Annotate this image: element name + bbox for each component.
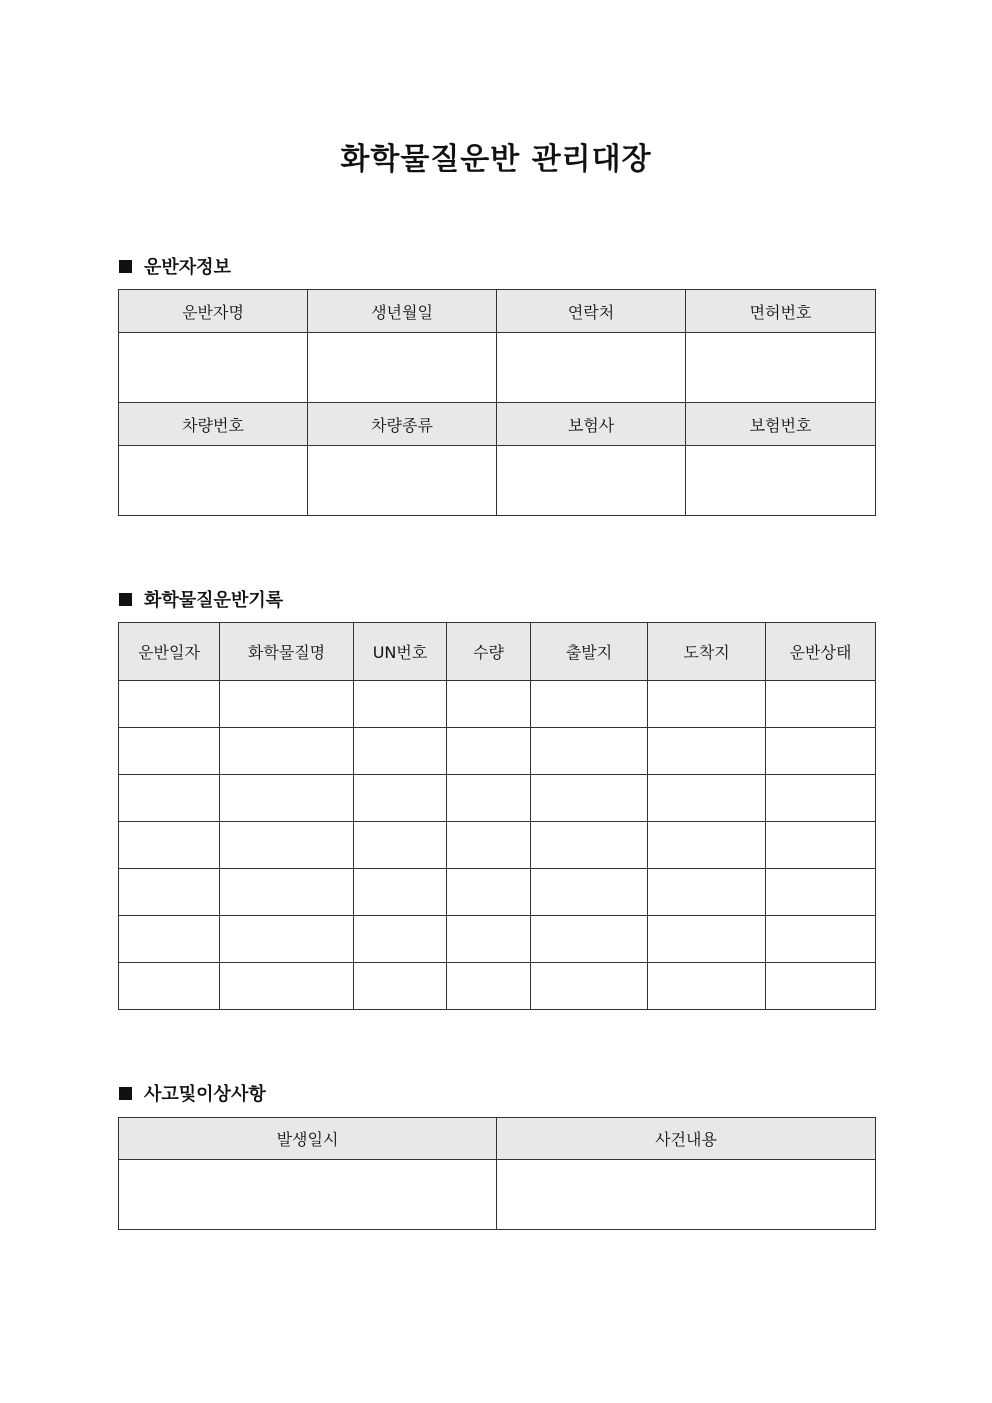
cell-quantity[interactable] xyxy=(447,869,531,916)
header-contact: 연락처 xyxy=(497,290,686,333)
cell-destination[interactable] xyxy=(648,916,766,963)
cell-quantity[interactable] xyxy=(447,775,531,822)
cell-destination[interactable] xyxy=(648,681,766,728)
table-row xyxy=(119,681,876,728)
cell-chemical-name[interactable] xyxy=(220,681,354,728)
header-origin: 출발지 xyxy=(531,623,648,681)
table-row xyxy=(119,916,876,963)
header-chemical-name: 화학물질명 xyxy=(220,623,354,681)
header-license-number: 면허번호 xyxy=(686,290,876,333)
cell-chemical-name[interactable] xyxy=(220,963,354,1010)
cell-transport-date[interactable] xyxy=(119,775,220,822)
cell-transport-date[interactable] xyxy=(119,916,220,963)
record-header-row xyxy=(119,623,876,681)
input-driver-name[interactable] xyxy=(119,333,308,403)
cell-destination[interactable] xyxy=(648,869,766,916)
cell-transport-date[interactable] xyxy=(119,869,220,916)
driver-section-title: 운반자정보 xyxy=(144,257,231,278)
cell-origin[interactable] xyxy=(531,681,648,728)
table-row xyxy=(119,869,876,916)
incident-section-heading xyxy=(119,1080,266,1106)
cell-destination[interactable] xyxy=(648,728,766,775)
square-bullet-icon xyxy=(119,593,132,606)
cell-un-number[interactable] xyxy=(354,728,447,775)
record-section-title: 화학물질운반기록 xyxy=(144,590,284,611)
header-transport-date: 운반일자 xyxy=(119,623,220,681)
input-license-number[interactable] xyxy=(686,333,876,403)
cell-destination[interactable] xyxy=(648,822,766,869)
driver-input-row-1 xyxy=(119,333,876,403)
driver-section-heading xyxy=(119,253,231,279)
cell-un-number[interactable] xyxy=(354,775,447,822)
input-insurance-number[interactable] xyxy=(686,446,876,516)
header-insurance-number: 보험번호 xyxy=(686,403,876,446)
driver-input-row-2 xyxy=(119,446,876,516)
cell-origin[interactable] xyxy=(531,822,648,869)
input-birth-date[interactable] xyxy=(308,333,497,403)
record-section-heading xyxy=(119,586,283,612)
header-vehicle-number: 차량번호 xyxy=(119,403,308,446)
input-occurrence-datetime[interactable] xyxy=(119,1160,497,1230)
cell-un-number[interactable] xyxy=(354,916,447,963)
document-title: 화학물질운반 관리대장 xyxy=(340,142,652,177)
cell-transport-date[interactable] xyxy=(119,681,220,728)
cell-chemical-name[interactable] xyxy=(220,728,354,775)
incident-header-row xyxy=(119,1118,876,1160)
driver-header-row-1 xyxy=(119,290,876,333)
header-destination: 도착지 xyxy=(648,623,766,681)
cell-transport-status[interactable] xyxy=(766,869,876,916)
cell-transport-status[interactable] xyxy=(766,728,876,775)
cell-quantity[interactable] xyxy=(447,963,531,1010)
cell-origin[interactable] xyxy=(531,916,648,963)
header-driver-name: 운반자명 xyxy=(119,290,308,333)
cell-chemical-name[interactable] xyxy=(220,916,354,963)
cell-un-number[interactable] xyxy=(354,822,447,869)
square-bullet-icon xyxy=(119,1087,132,1100)
record-body xyxy=(119,681,876,1010)
table-row xyxy=(119,963,876,1010)
cell-quantity[interactable] xyxy=(447,822,531,869)
header-un-number: UN번호 xyxy=(354,623,447,681)
cell-transport-status[interactable] xyxy=(766,775,876,822)
cell-quantity[interactable] xyxy=(447,916,531,963)
cell-un-number[interactable] xyxy=(354,963,447,1010)
header-transport-status: 운반상태 xyxy=(766,623,876,681)
table-row xyxy=(119,822,876,869)
cell-transport-date[interactable] xyxy=(119,963,220,1010)
cell-origin[interactable] xyxy=(531,728,648,775)
driver-header-row-2 xyxy=(119,403,876,446)
incident-input-row xyxy=(119,1160,876,1230)
cell-transport-date[interactable] xyxy=(119,822,220,869)
cell-origin[interactable] xyxy=(531,869,648,916)
table-row xyxy=(119,775,876,822)
input-vehicle-number[interactable] xyxy=(119,446,308,516)
transport-record-table xyxy=(118,622,876,1010)
cell-transport-status[interactable] xyxy=(766,963,876,1010)
cell-destination[interactable] xyxy=(648,775,766,822)
cell-origin[interactable] xyxy=(531,775,648,822)
input-contact[interactable] xyxy=(497,333,686,403)
header-vehicle-type: 차량종류 xyxy=(308,403,497,446)
input-incident-details[interactable] xyxy=(497,1160,876,1230)
header-insurer: 보험사 xyxy=(497,403,686,446)
cell-destination[interactable] xyxy=(648,963,766,1010)
square-bullet-icon xyxy=(119,260,132,273)
cell-transport-status[interactable] xyxy=(766,822,876,869)
cell-chemical-name[interactable] xyxy=(220,775,354,822)
input-vehicle-type[interactable] xyxy=(308,446,497,516)
cell-quantity[interactable] xyxy=(447,681,531,728)
cell-chemical-name[interactable] xyxy=(220,869,354,916)
header-birth-date: 생년월일 xyxy=(308,290,497,333)
driver-info-table xyxy=(118,289,876,516)
header-quantity: 수량 xyxy=(447,623,531,681)
cell-quantity[interactable] xyxy=(447,728,531,775)
cell-origin[interactable] xyxy=(531,963,648,1010)
input-insurer[interactable] xyxy=(497,446,686,516)
cell-transport-date[interactable] xyxy=(119,728,220,775)
cell-transport-status[interactable] xyxy=(766,916,876,963)
header-occurrence-datetime: 발생일시 xyxy=(119,1118,497,1160)
incident-table xyxy=(118,1117,876,1230)
header-incident-details: 사건내용 xyxy=(497,1118,876,1160)
cell-un-number[interactable] xyxy=(354,681,447,728)
cell-transport-status[interactable] xyxy=(766,681,876,728)
table-row xyxy=(119,728,876,775)
cell-un-number[interactable] xyxy=(354,869,447,916)
incident-section-title: 사고및이상사항 xyxy=(144,1084,266,1105)
cell-chemical-name[interactable] xyxy=(220,822,354,869)
